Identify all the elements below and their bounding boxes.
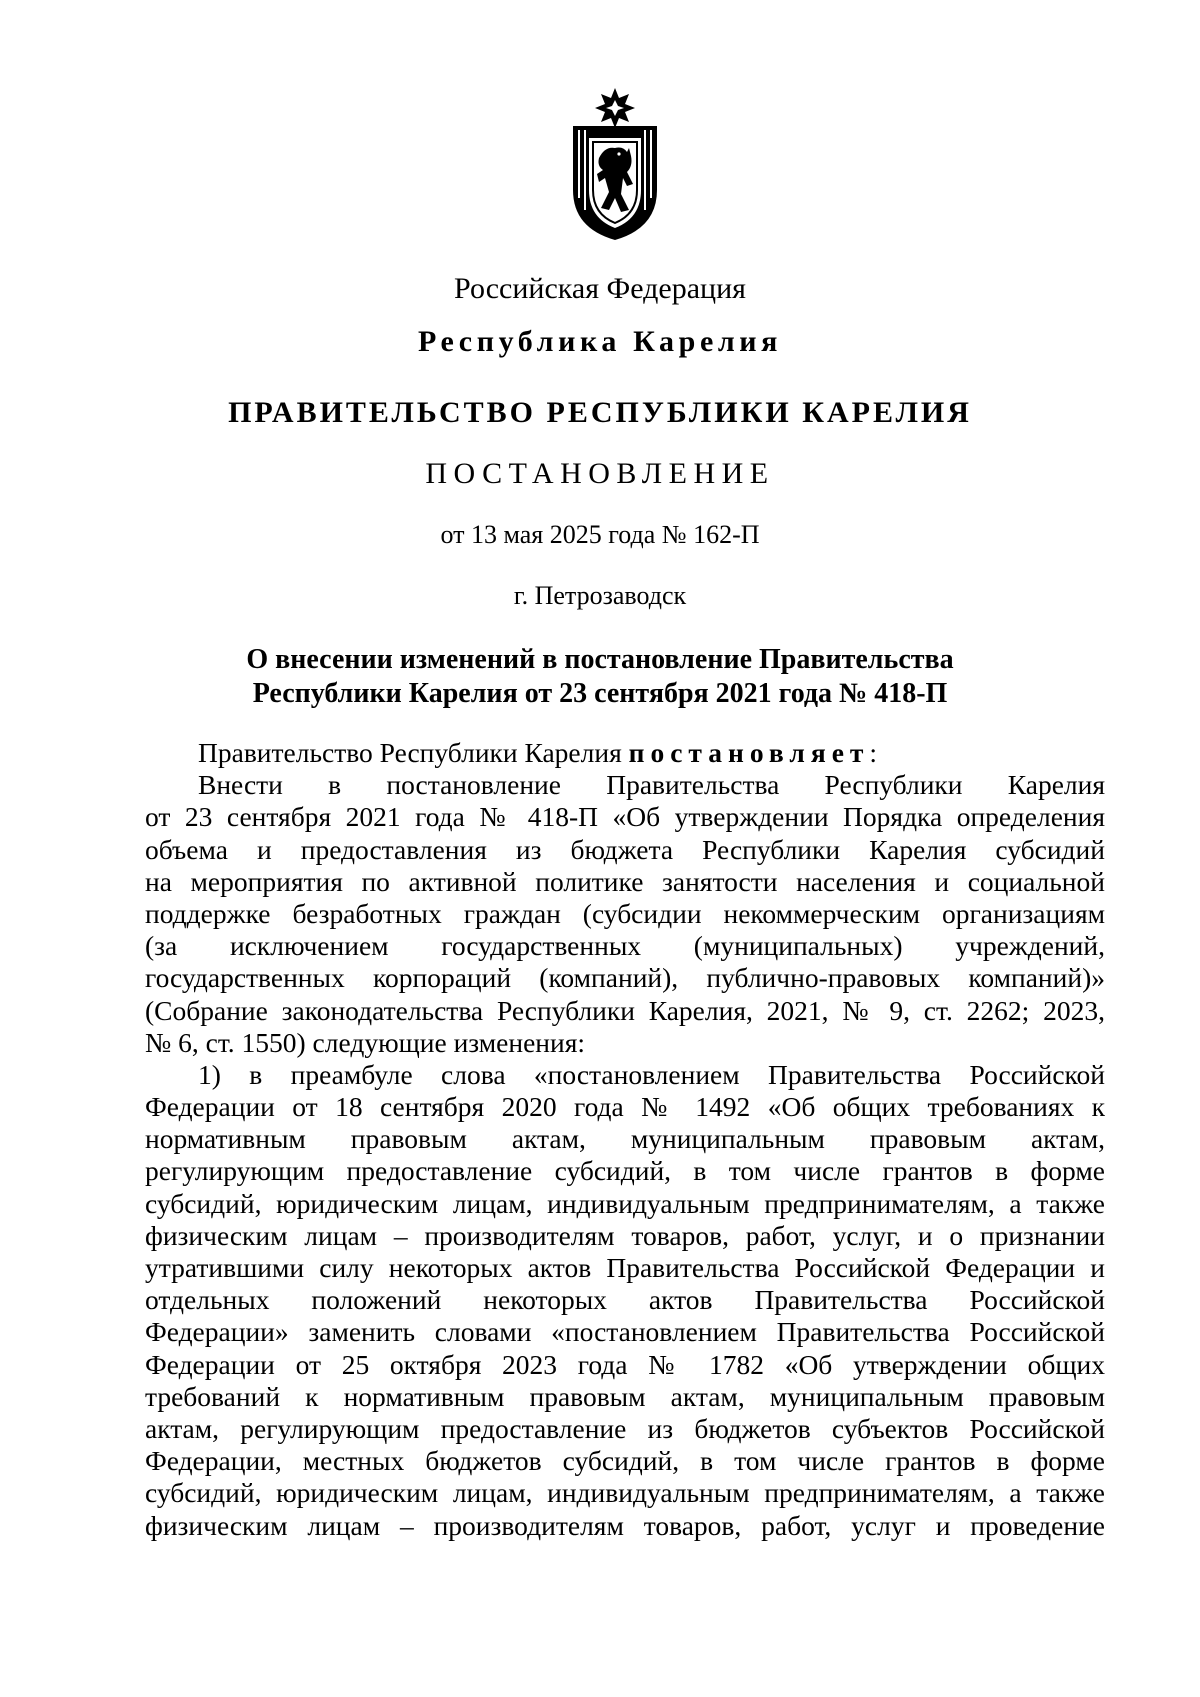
karelia-coat-of-arms-icon: [567, 86, 663, 242]
intro-suffix: :: [869, 737, 878, 768]
body-line: субсидий, юридическим лицам, индивидуальным предпринимателям, а также: [145, 1187, 1105, 1219]
document-body: [145, 737, 1105, 1542]
body-line: Внести в постановление Правительства Республики Карелия: [198, 769, 1105, 801]
intro-prefix: Правительство Республики Карелия: [198, 737, 629, 768]
body-line: поддержке безработных граждан (субсидии некоммерческим организациям: [145, 897, 1105, 929]
republic-name: Республика Карелия: [417, 325, 783, 358]
body-line: актам, регулирующим предоставление из бюджетов субъектов Российской: [145, 1412, 1105, 1444]
body-line: № 6, ст. 1550) следующие изменения:: [145, 1026, 586, 1058]
country-name: Российская Федерация: [454, 272, 746, 305]
body-line: утратившими силу некоторых актов Правительства Российской Федерации и: [145, 1252, 1105, 1283]
body-line: объема и предоставления из бюджета Республики Карелия субсидий: [145, 833, 1105, 865]
body-line: физическим лицам – производителям товаров, работ, услуг, и о признании: [145, 1219, 1105, 1251]
body-line: (Собрание законодательства Республики Карелия, 2021, № 9, ст. 2262; 2023,: [145, 994, 1105, 1026]
title-line: О внесении изменений в постановление Правительства: [246, 644, 954, 675]
body-line: на мероприятия по активной политике занятости населения и социальной: [145, 865, 1105, 897]
body-line: субсидий, юридическим лицам, индивидуальным предпринимателям, а также: [145, 1477, 1105, 1509]
body-line: (за исключением государственных (муниципальных) учреждений,: [145, 930, 1105, 962]
body-line: Федерации» заменить словами «постановлением Правительства Российской: [145, 1316, 1105, 1348]
intro-emphasis: постановляет: [628, 737, 870, 768]
intro-line: [145, 737, 1105, 769]
body-line: 1) в преамбуле слова «постановлением Правительства Российской: [198, 1058, 1105, 1090]
document-title: [0, 643, 1200, 711]
title-line: Республики Карелия от 23 сентября 2021 года № 418-П: [252, 678, 948, 709]
body-line: Федерации, местных бюджетов субсидий, в том числе грантов в форме: [145, 1445, 1105, 1477]
body-line: Федерации от 18 сентября 2020 года № 1492 «Об общих требованиях к: [145, 1091, 1105, 1123]
date-and-number: от 13 мая 2025 года № 162-П: [440, 520, 760, 549]
body-line: регулирующим предоставление субсидий, в том числе грантов в форме: [145, 1155, 1105, 1187]
city: г. Петрозаводск: [513, 581, 687, 610]
document-type: ПОСТАНОВЛЕНИЕ: [425, 457, 775, 490]
body-line: физическим лицам – производителям товаров, работ, услуг и проведение: [145, 1509, 1105, 1541]
body-line: нормативным правовым актам, муниципальным правовым актам,: [145, 1123, 1105, 1155]
government-name: ПРАВИТЕЛЬСТВО РЕСПУБЛИКИ КАРЕЛИЯ: [228, 396, 972, 429]
body-line: требований к нормативным правовым актам, муниципальным правовым: [145, 1380, 1105, 1412]
body-line: отдельных положений некоторых актов Правительства Российской: [145, 1284, 1105, 1316]
body-line: государственных корпораций (компаний), публично-правовых компаний)»: [145, 962, 1105, 994]
body-line: от 23 сентября 2021 года № 418-П «Об утверждении Порядка определения: [145, 801, 1105, 833]
body-line: Федерации от 25 октября 2023 года № 1782 «Об утверждении общих: [145, 1348, 1105, 1380]
